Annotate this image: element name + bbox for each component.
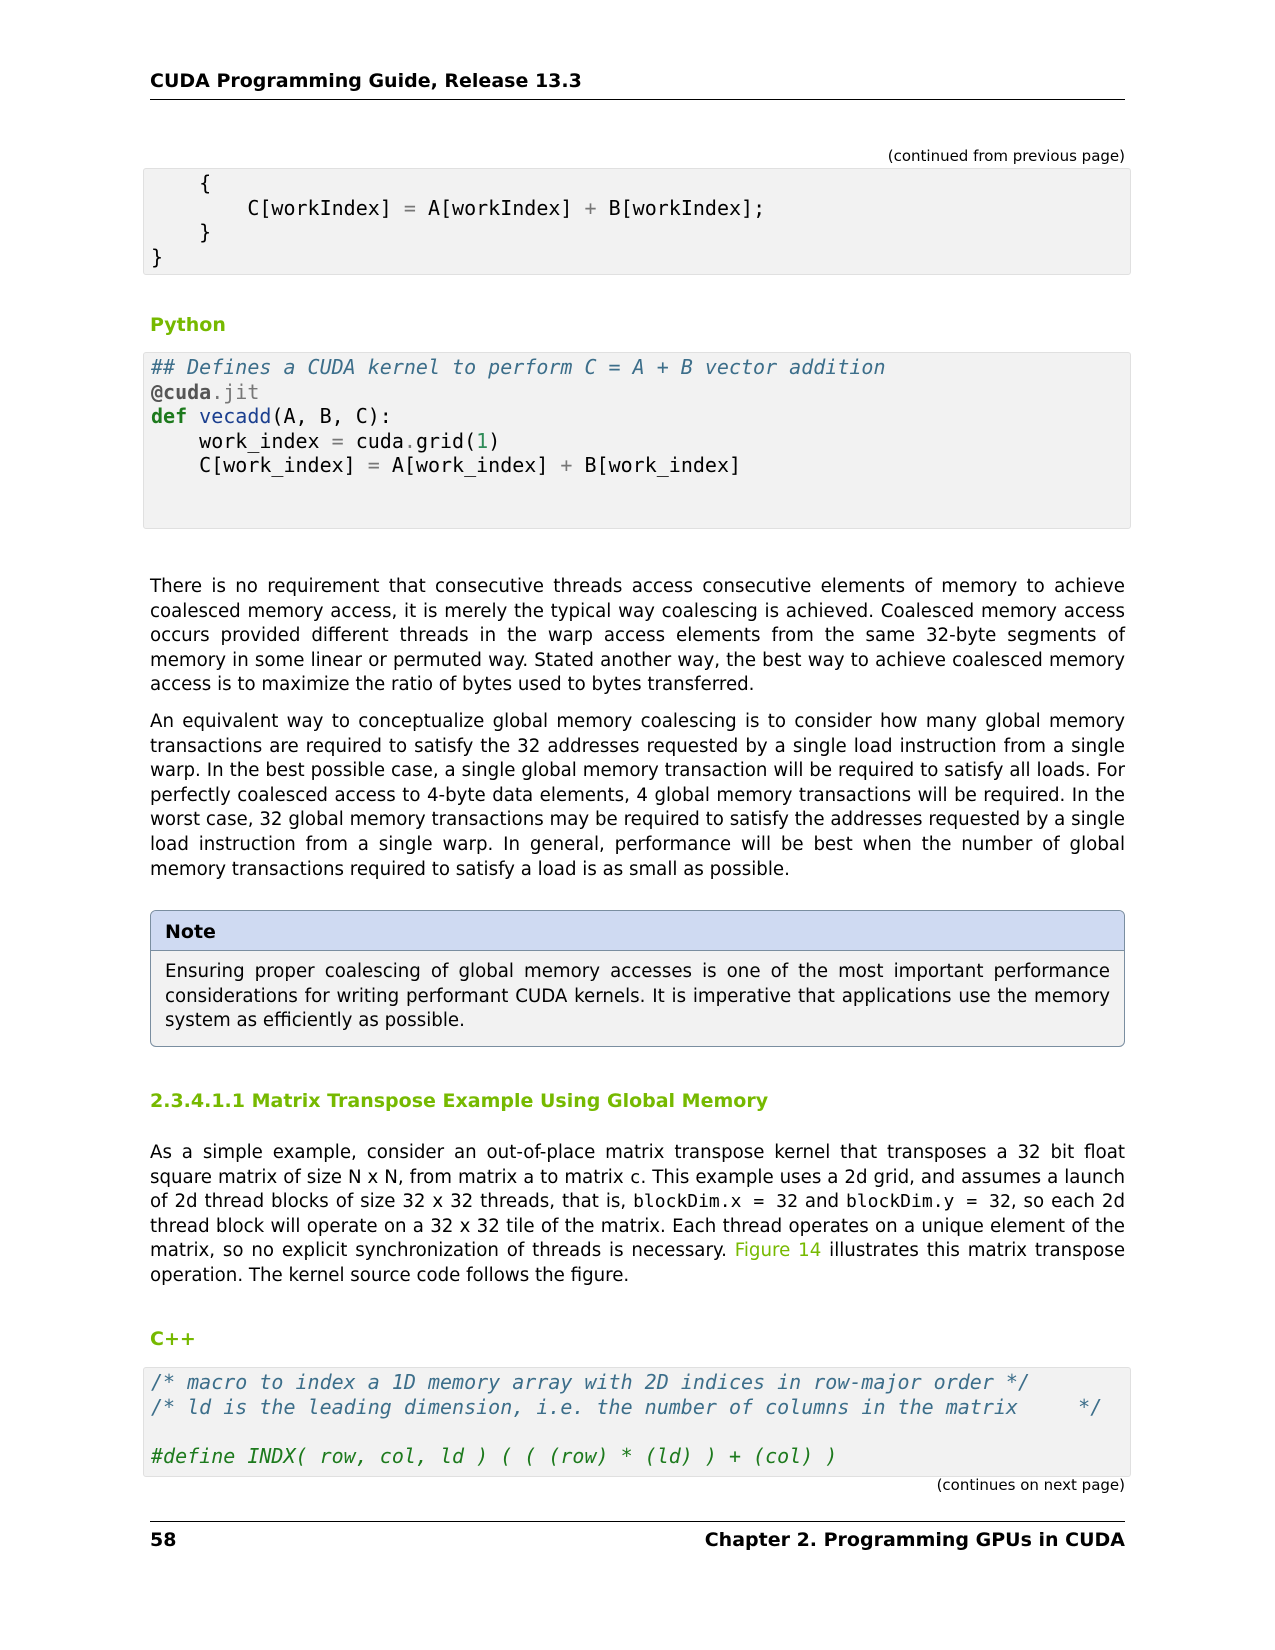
note-admonition xyxy=(150,910,1125,1047)
note-body: Ensuring proper coalescing of global memory accesses is one of the most important performance considerations for writing performant CUDA kernels. It is imperative that applications use the memory system as efficiently as possible. xyxy=(165,961,1110,1032)
text-run: illustrates this matrix transpose operation. The kernel source code follows the figure. xyxy=(150,1240,1126,1286)
body-paragraph: An equivalent way to conceptualize global memory coalescing is to consider how many global memory transactions are required to satisfy the 32 addresses requested by a single load instruction from a single warp. In the best possible case, a single global memory transaction will be required to satisfy all loads. For perfectly coalesced access to 4-byte data elements, 4 global memory transactions will be required. In the worst case, 32 global memory transactions may be required to satisfy the addresses requested by a single load instruction from a single warp. In general, performance will be best when the number of global memory transactions required to satisfy a load is as small as possible. xyxy=(150,711,1125,880)
note-title: Note xyxy=(151,911,1124,951)
code-keyword-def: def xyxy=(151,404,188,428)
code-line: C[workIndex] = A[workIndex] + B[workIndex]; xyxy=(151,195,766,220)
body-paragraph: There is no requirement that consecutive threads access consecutive elements of memory to achieve coalesced memory access, it is merely the typical way coalescing is achieved. Coalesced memory access occurs provided different threads in the warp access elements from the same 32-byte segments of memory in some linear or permuted way. Stated another way, the best way to achieve coalesced memory access is to maximize the ratio of bytes used to bytes transferred. xyxy=(150,576,1125,696)
code-operator: = xyxy=(367,453,380,477)
code-text: ) xyxy=(488,428,501,453)
code-block-cpp-continued xyxy=(143,168,1131,275)
footer-rule xyxy=(150,1521,1125,1522)
chapter-title: Chapter 2. Programming GPUs in CUDA xyxy=(704,1529,1125,1551)
code-text: work_index xyxy=(151,428,332,453)
code-line: } xyxy=(151,244,164,269)
code-operator: . xyxy=(403,428,416,453)
code-line: } xyxy=(151,220,212,244)
python-tab-label[interactable]: Python xyxy=(150,314,226,336)
continued-from-note: (continued from previous page) xyxy=(887,147,1125,165)
text-run: , so each 2d thread block will operate on a 32 x 32 tile of the matrix. Each thread operates on a unique element of the matrix, so no explicit synchronization of threads is necessary. xyxy=(150,1191,1125,1262)
code-text: B[work_index] xyxy=(572,453,742,477)
inline-code: blockDim.x = 32 xyxy=(633,1191,798,1213)
continues-on-note: (continues on next page) xyxy=(936,1476,1125,1494)
code-text: A[work_index] xyxy=(379,453,561,477)
code-block-python xyxy=(143,352,1131,529)
header-rule xyxy=(150,99,1125,100)
page-number: 58 xyxy=(150,1529,177,1551)
code-function-name: vecadd xyxy=(199,404,272,428)
code-signature: (A, B, C): xyxy=(271,404,392,428)
figure-link[interactable]: Figure 14 xyxy=(734,1240,822,1262)
code-comment: ## Defines a CUDA kernel to perform C = A + B vector addition xyxy=(151,355,886,379)
text-run: and xyxy=(797,1191,846,1213)
text-run: As a simple example, consider an out-of-place matrix transpose kernel that transposes a 32 bit float square matrix of size N x N, from matrix xyxy=(150,1142,1125,1188)
code-number: 1 xyxy=(476,428,489,453)
code-decorator: @cuda xyxy=(151,379,212,404)
inline-code: a xyxy=(523,1166,535,1188)
code-comment: /* ld is the leading dimension, i.e. the number of columns in the matrix */ xyxy=(151,1394,1103,1419)
code-text: grid( xyxy=(415,428,477,453)
code-operator: = xyxy=(331,428,344,453)
inline-code: blockDim.y = 32 xyxy=(846,1191,1011,1213)
section-heading: 2.3.4.1.1 Matrix Transpose Example Using Global Memory xyxy=(150,1090,769,1112)
code-text: C[work_index] xyxy=(151,453,368,477)
code-operator: + xyxy=(560,453,573,477)
text-run: . This example uses a 2d grid, and assumes a launch of 2d thread blocks of size 32 x 32 threads, that is, xyxy=(150,1166,1125,1213)
body-paragraph xyxy=(150,1141,1125,1289)
code-block-cpp-transpose xyxy=(143,1367,1131,1477)
code-preprocessor: #define INDX( row, col, ld ) ( ( (row) * (ld) ) + (col) ) xyxy=(151,1443,838,1468)
inline-code: c xyxy=(629,1166,641,1188)
running-header-title: CUDA Programming Guide, Release 13.3 xyxy=(150,70,582,92)
code-comment: /* macro to index a 1D memory array with 2D indices in row-major order */ xyxy=(151,1370,1030,1394)
text-run: to matrix xyxy=(534,1166,630,1188)
code-decorator-rest: .jit xyxy=(211,379,260,404)
cpp-tab-label[interactable]: C++ xyxy=(150,1328,196,1350)
code-text: cuda xyxy=(343,428,404,453)
code-line: { xyxy=(151,171,212,195)
